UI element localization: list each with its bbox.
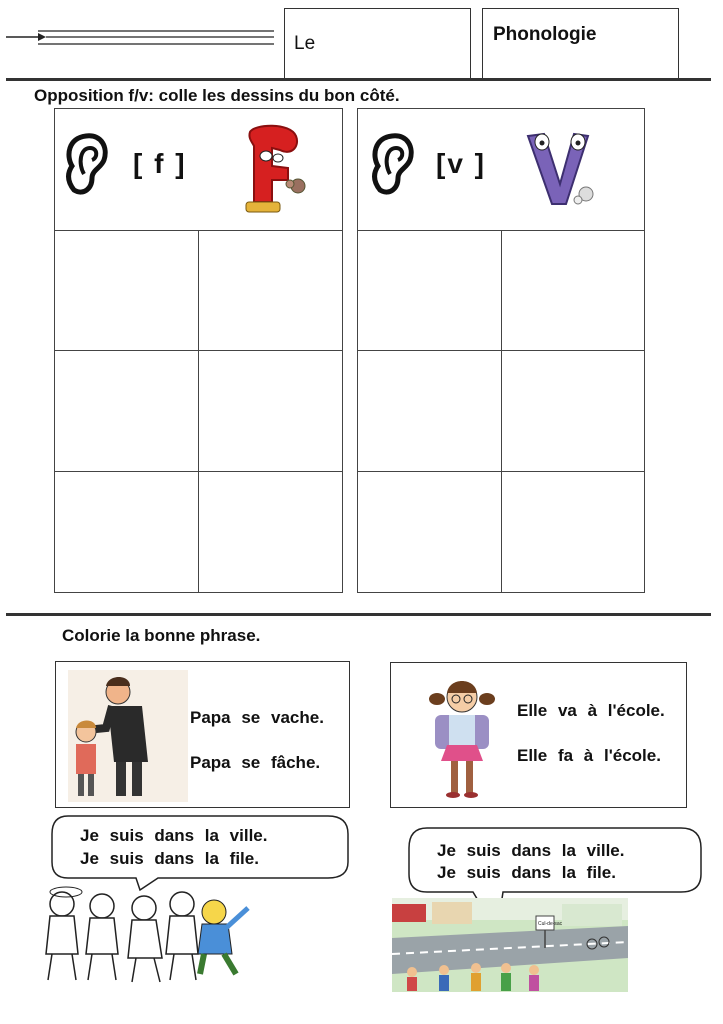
f-drop-cell[interactable] [54, 350, 199, 472]
children-in-line-illustration [40, 884, 265, 988]
divider [6, 613, 711, 616]
bubble-sentence-option[interactable]: Je suis dans la ville. [80, 826, 268, 845]
angry-father-and-child-illustration [68, 670, 188, 802]
bubble-sentence-option[interactable]: Je suis dans la ville. [437, 841, 625, 860]
letter-v-character-icon [520, 122, 610, 212]
town-street-illustration [392, 898, 628, 992]
v-drop-cell[interactable] [357, 230, 502, 351]
date-box [284, 8, 471, 79]
schoolgirl-illustration [427, 671, 497, 801]
f-phoneme: [ f ] [133, 148, 187, 179]
sentence-box-2 [390, 662, 687, 808]
v-drop-cell[interactable] [357, 471, 502, 593]
street-sign-text: Cul-de-sac [538, 921, 563, 927]
v-drop-cell[interactable] [501, 230, 645, 351]
date-label: Le [294, 33, 316, 54]
bubble-sentence-option[interactable]: Je suis dans la file. [80, 849, 259, 868]
writing-lines [4, 26, 279, 50]
section2-instruction: Colorie la bonne phrase. [62, 626, 261, 645]
f-drop-cell[interactable] [198, 230, 343, 351]
arrow-icon [38, 33, 46, 41]
sentence-option[interactable]: Papa se vache. [190, 708, 324, 727]
sentence-option[interactable]: Papa se fâche. [190, 753, 321, 772]
f-drop-cell[interactable] [198, 350, 343, 472]
sentence-box-1 [55, 661, 350, 808]
v-phoneme: [v ] [436, 148, 486, 179]
f-drop-cell[interactable] [198, 471, 343, 593]
f-drop-cell[interactable] [54, 471, 199, 593]
bubble-sentence-option[interactable]: Je suis dans la file. [437, 863, 616, 882]
sentence-option[interactable]: Elle va à l'école. [517, 701, 665, 720]
subject-title: Phonologie [493, 24, 597, 45]
divider [6, 78, 711, 81]
v-drop-cell[interactable] [501, 471, 645, 593]
ear-icon [368, 130, 418, 200]
v-drop-cell[interactable] [501, 350, 645, 472]
ear-icon [62, 130, 112, 200]
subject-box [482, 8, 679, 79]
section1-instruction: Opposition f/v: colle les dessins du bon côté. [34, 86, 400, 105]
v-drop-cell[interactable] [357, 350, 502, 472]
sentence-option[interactable]: Elle fa à l'école. [517, 746, 661, 765]
f-drop-cell[interactable] [54, 230, 199, 351]
letter-f-character-icon [232, 122, 312, 218]
